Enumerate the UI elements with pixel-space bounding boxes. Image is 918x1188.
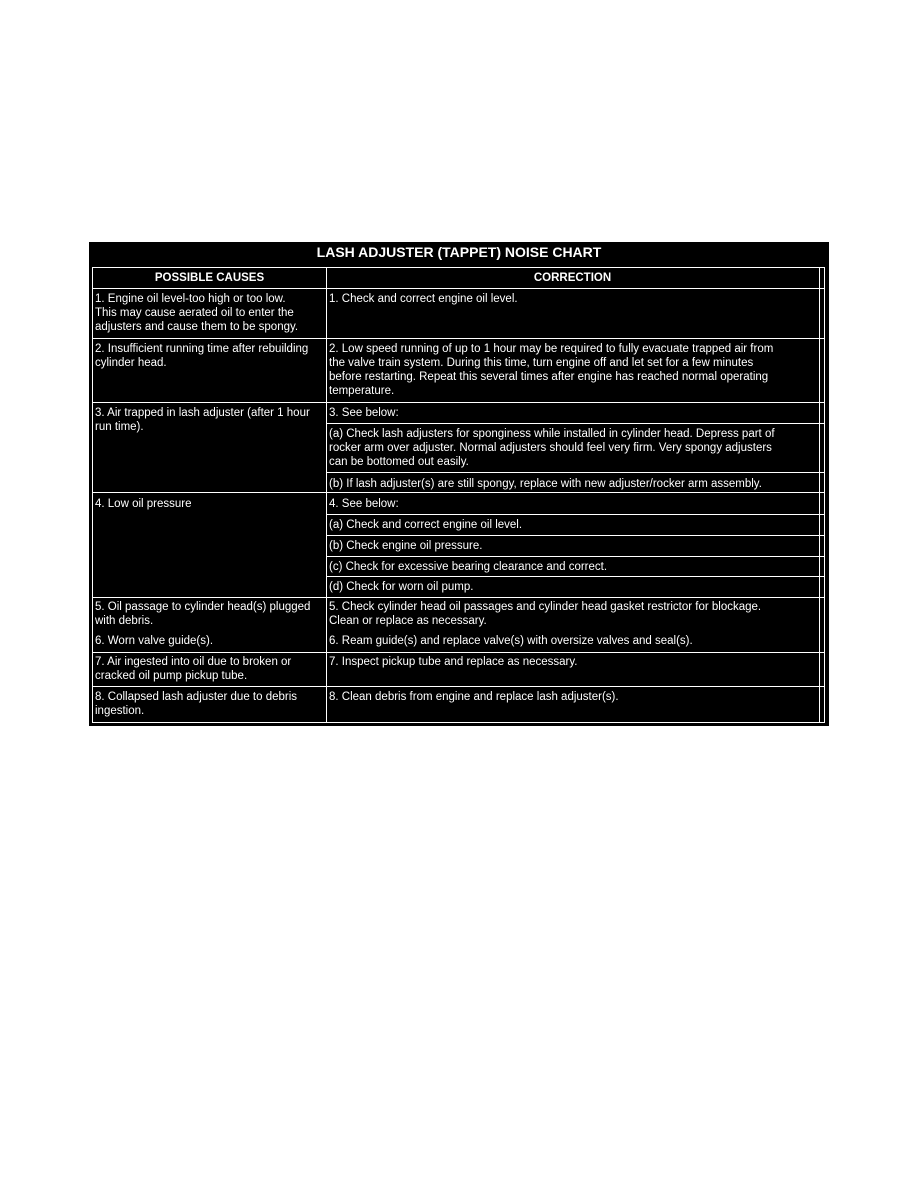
- row-line: [92, 597, 825, 598]
- cause-cell: 5. Oil passage to cylinder head(s) plugged with debris.: [95, 601, 311, 627]
- correction-cell: (d) Check for worn oil pump.: [329, 581, 474, 593]
- cause-cell: 3. Air trapped in lash adjuster (after 1 hour run time).: [95, 407, 310, 433]
- cause-cell: 8. Collapsed lash adjuster due to debris ingestion.: [95, 691, 298, 717]
- chart-title: LASH ADJUSTER (TAPPET) NOISE CHART: [316, 244, 602, 260]
- row-line: [92, 652, 825, 653]
- cause-cell: 7. Air ingested into oil due to broken or cracked oil pump pickup tube.: [95, 656, 292, 682]
- correction-cell: (a) Check lash adjusters for sponginess while installed in cylinder head. Depress part of rocker arm over adjuster. Normal adjusters should feel very firm. Very spongy adjusters can be bottomed out easily.: [329, 428, 775, 468]
- subrow-line: [326, 576, 825, 577]
- correction-cell: 5. Check cylinder head oil passages and cylinder head gasket restrictor for blockage. Clean or replace as necessary.: [329, 601, 762, 627]
- correction-cell: 8. Clean debris from engine and replace lash adjuster(s).: [329, 691, 619, 703]
- header-correction: CORRECTION: [533, 272, 612, 284]
- correction-cell: 2. Low speed running of up to 1 hour may be required to fully evacuate trapped air from the valve train system. During this time, turn engine off and let set for a few minutes before restarting. Repeat this several times after engine has reached normal operating temperature.: [329, 343, 774, 397]
- cause-cell: 6. Worn valve guide(s).: [95, 635, 214, 647]
- subrow-line: [326, 556, 825, 557]
- row-line: [92, 686, 825, 687]
- subrow-line: [326, 472, 825, 473]
- cause-cell: 1. Engine oil level-too high or too low. This may cause aerated oil to enter the adjusters and cause them to be spongy.: [95, 293, 299, 333]
- correction-cell: (c) Check for excessive bearing clearance and correct.: [329, 561, 608, 573]
- row-line: [92, 492, 825, 493]
- row-line: [92, 402, 825, 403]
- subrow-line: [326, 514, 825, 515]
- noise-chart: [89, 242, 829, 726]
- correction-cell: 6. Ream guide(s) and replace valve(s) with oversize valves and seal(s).: [329, 635, 693, 647]
- correction-cell: 4. See below:: [329, 498, 399, 510]
- correction-cell: 7. Inspect pickup tube and replace as necessary.: [329, 656, 578, 668]
- correction-cell: 1. Check and correct engine oil level.: [329, 293, 518, 305]
- subrow-line: [326, 535, 825, 536]
- row-line: [92, 288, 825, 289]
- correction-cell: (b) If lash adjuster(s) are still spongy, replace with new adjuster/rocker arm assembly.: [329, 478, 762, 490]
- correction-cell: (b) Check engine oil pressure.: [329, 540, 483, 552]
- header-possible-causes: POSSIBLE CAUSES: [154, 272, 265, 284]
- column-divider: [326, 267, 327, 723]
- cause-cell: 4. Low oil pressure: [95, 498, 192, 510]
- right-margin-line: [819, 267, 820, 723]
- subrow-line: [326, 423, 825, 424]
- correction-cell: 3. See below:: [329, 407, 399, 419]
- cause-cell: 2. Insufficient running time after rebuilding cylinder head.: [95, 343, 309, 369]
- correction-cell: (a) Check and correct engine oil level.: [329, 519, 523, 531]
- row-line: [92, 338, 825, 339]
